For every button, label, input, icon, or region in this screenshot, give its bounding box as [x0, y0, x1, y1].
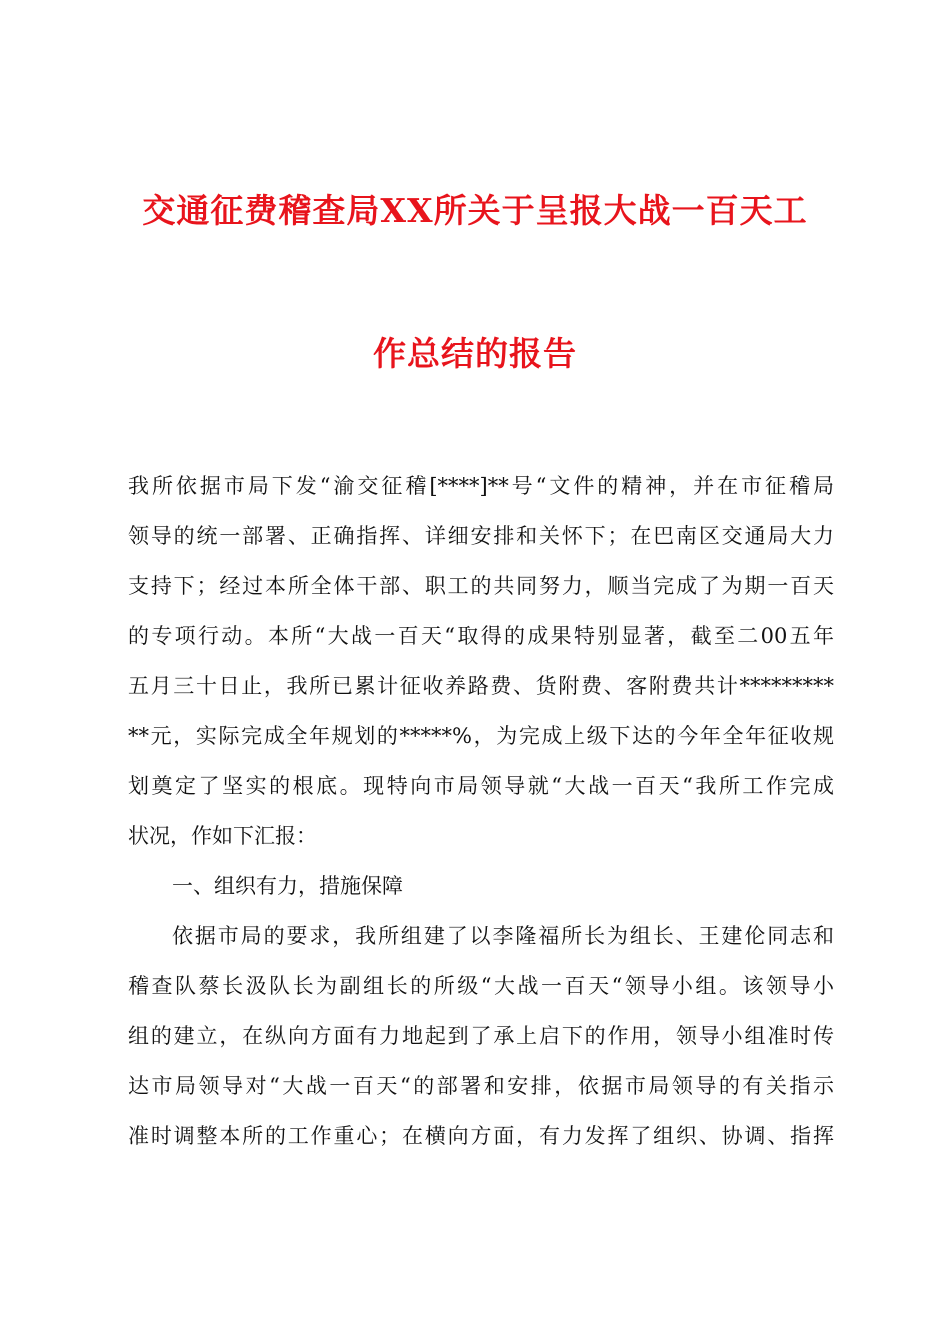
body-line: 领导的统一部署、正确指挥、详细安排和关怀下；在巴南区交通局大力 — [128, 524, 834, 548]
body-line: 我所依据市局下发“渝交征稽[****]**号“文件的精神，并在市征稽局 — [128, 474, 834, 498]
document-body — [128, 468, 834, 1168]
body-line: 组的建立，在纵向方面有力地起到了承上启下的作用，领导小组准时传 — [128, 1024, 834, 1048]
body-line: 稽查队蔡长汲队长为副组长的所级“大战一百天“领导小组。该领导小 — [128, 974, 834, 998]
section-heading: 一、组织有力，措施保障 — [172, 874, 403, 898]
body-line: 五月三十日止，我所已累计征收养路费、货附费、客附费共计********* — [128, 674, 834, 698]
body-line: 状况，作如下汇报： — [128, 824, 317, 848]
document-title-line-2: 作总结的报告 — [373, 334, 577, 373]
document-title-line-1: 交通征费稽查局XX所关于呈报大战一百天工 — [142, 191, 808, 230]
body-line: 划奠定了坚实的根底。现特向市局领导就“大战一百天“我所工作完成 — [128, 774, 834, 798]
body-line: 依据市局的要求，我所组建了以李隆福所长为组长、王建伦同志和 — [172, 924, 834, 948]
body-line: 达市局领导对“大战一百天“的部署和安排，依据市局领导的有关指示 — [128, 1074, 834, 1098]
body-line: 准时调整本所的工作重心；在横向方面，有力发挥了组织、协调、指挥 — [128, 1124, 834, 1148]
body-line: 的专项行动。本所“大战一百天“取得的成果特别显著，截至二00五年 — [128, 624, 834, 648]
body-line: 支持下；经过本所全体干部、职工的共同努力，顺当完成了为期一百天 — [128, 574, 834, 598]
body-line: **元，实际完成全年规划的*****%，为完成上级下达的今年全年征收规 — [128, 724, 834, 748]
